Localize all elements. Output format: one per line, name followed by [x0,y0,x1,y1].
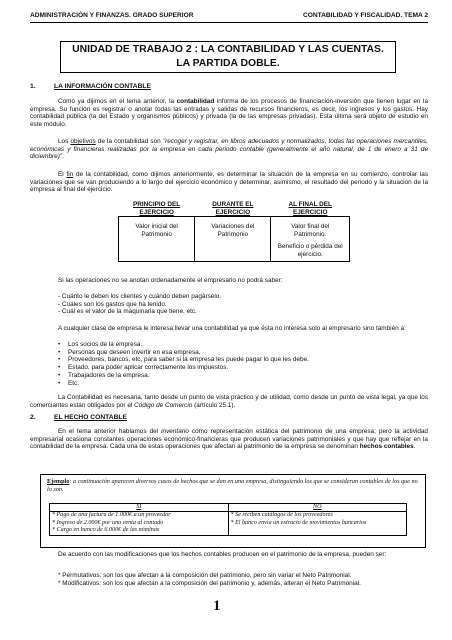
list-item: • Estado, para poder aplicar correctamente los impuestos. [58,364,309,372]
table-header: SI [50,504,229,512]
list-item: • Los socios de la empresa. [58,341,309,349]
table-cell: Variaciones del Patrimonio [195,217,271,262]
list-item: - Cuánto le deben los clientes y cuándo deben pagárselo. [58,293,222,300]
header-left: ADMINISTRACIÓN Y FINANZAS. GRADO SUPERIOR [30,12,194,19]
section-1-paragraph-6: La Contabilidad es necesaria, tanto desde un punto de vista práctico y de utilidad, como desde un punto de vista legal, ya que los comerciantes están obligados por el Código de Comercio (artículo 25.1). [30,394,428,409]
section-1-heading: 1. LA INFORMACIÓN CONTABLE [30,83,151,90]
table-cell: * Se reciben catálogos de los proveedores * El banco envía un extracto de movimientos bancarios [228,512,407,535]
list-item: • Trabajadores de la empresa. [58,372,309,380]
table-header: DURANTE EL EJERCICIO [212,201,254,216]
section-1-paragraph-4: Si las operaciones no se anotan ordenadamente el empresario no podrá saber: [58,277,283,284]
page-number: 1 [213,598,221,614]
list-item: - Cuáles son los gastos que ha tenido. [58,300,167,308]
list-item: • Etc. [58,380,309,388]
section-1-paragraph-3: El fin de la contabilidad, como dijimos anteriormente, es determinar la situación de la empresa en su comienzo, controlar las variaciones que se van produciendo a lo largo del ejercicio económico y determinar, asimismo, el resultado del periodo y la situación de la empresa al final del ejercicio. [30,171,428,194]
section-2-heading: 2. EL HECHO CONTABLE [30,414,127,421]
list-item: * Modificativos: son los que afectan a la composición del patrimonio y, además, alteran el Neto Patrimonial. [58,579,361,587]
page-title: UNIDAD DE TRABAJO 2 : LA CONTABILIDAD Y LAS CUENTAS. LA PARTIDA DOBLE. [60,41,396,73]
page-header [30,12,428,23]
section-1-paragraph-5: A cualquier clase de empresa le interesa llevar una contabilidad ya que ésta no interesa solo al empresario sino también a: [58,325,406,332]
table-header: PRINCIPIO DEL EJERCICIO [132,201,181,216]
header-right: CONTABILIDAD Y FISCALIDAD. TEMA 2 [302,12,428,19]
list-item: • Proveedores, bancos, etc, para saber si la empresa les puede pagar lo que les debe. [58,356,309,364]
table-header: AL FINAL DEL EJERCICIO [288,201,332,216]
section-2-paragraph-1: En el tema anterior hablamos del inventario como representación estática del patrimonio de una empresa; pero la actividad empresarial ocasiona constantes operaciones económico-financieras que producen variaciones patrimoniales y que hay que reflejar en la contabilidad de la empresa. Cada una de estas operaciones que afectan al patrimonio de la empresa se denominan hechos contables. [30,428,428,451]
table-cell: Valor inicial del Patrimonio [119,217,195,262]
section-1-paragraph-2: Los objetivos de la contabilidad son "recoger y registrar, en libros adecuados y normalizados, todas las operaciones mercantiles, económicas y financieras realizadas por la empresa en cada periodo contable (generalmente el año natural, de 1 de enero a 31 de diciembre)". [30,138,428,161]
example-table [49,503,407,536]
section-2-paragraph-2: De acuerdo con las modificaciones que los hechos contables producen en el patrimonio de la empresa, pueden ser: [58,551,387,558]
section-1-paragraph-1: Como ya dijimos en el tema anterior, la contabilidad informa de los procesos de financiación-inversión que tienen lugar en la empresa. Su función es registrar o anotar todas las entradas y salidas de recursos financieros, es decir, los ingresos y los gastos. Hay contabilidad pública (la del Estado y organismos públicos) y privada (la de las empresas privadas). Esta última será objeto de estudio en este módulo. [30,98,429,129]
table-header: NO [228,504,407,512]
fact-types-list [58,572,428,587]
list-item: * Permutativos: son los que afectan a la composición del patrimonio, pero sin variar el Neto Patrimonial. [58,572,352,579]
ejercicio-table [118,201,350,262]
table-cell: * Pago de una factura de 1.000€ a un proveedor * Ingreso de 2.000€ por una venta al contado * Cargo en banco de 6.000€ de las nóminas [50,512,229,535]
example-box [40,474,426,548]
table-cell: Valor final del Patrimonio. Beneficio o pérdida del ejercicio. [271,217,350,262]
list-item: - Cuál es el valor de la maquinaria que tiene, etc. [58,308,197,316]
example-intro: Ejemplo: a continuación aparecen diversos casos de hechos que se dan en una empresa, distinguiendo los que se consideran contables de los que no lo son. [47,478,418,493]
question-list [58,293,428,316]
list-item: • Personas que deseen invertir en esa empresa. [58,349,309,357]
bullet-list [58,341,309,387]
